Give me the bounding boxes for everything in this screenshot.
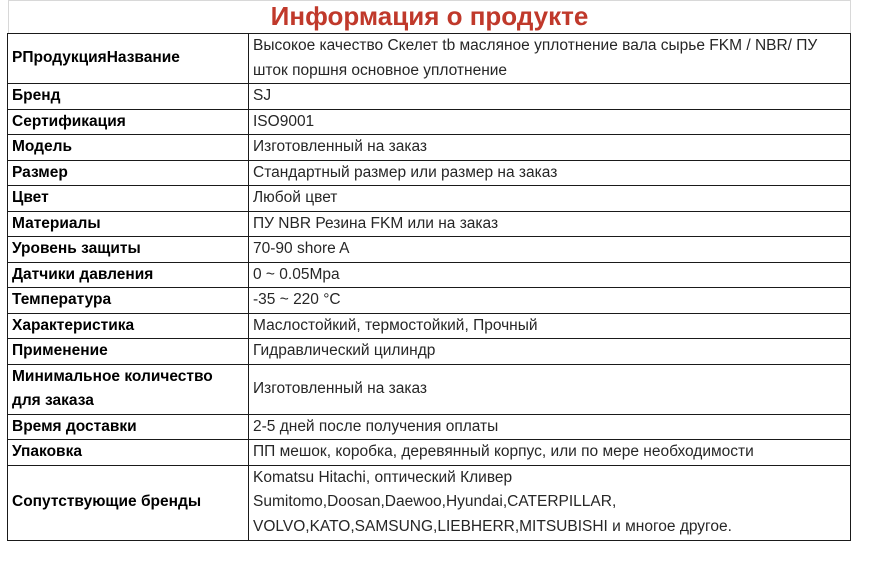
row-label: Уровень защиты	[8, 237, 249, 263]
row-label: Бренд	[8, 84, 249, 110]
row-value	[249, 465, 851, 540]
table-row	[8, 135, 851, 161]
related-brands-line: VOLVO,KATO,SAMSUNG,LIEBHERR,MITSUBISHI и многое другое.	[253, 517, 732, 535]
table-row	[8, 339, 851, 365]
related-brands-line: Komatsu Hitachi, оптический Кливер	[253, 468, 513, 486]
row-value: Маслостойкий, термостойкий, Прочный	[249, 313, 851, 339]
table-row	[8, 109, 851, 135]
table-row	[8, 465, 851, 540]
row-value: -35 ~ 220 °C	[249, 288, 851, 314]
row-label: Цвет	[8, 186, 249, 212]
row-value: ПП мешок, коробка, деревянный корпус, или по мере необходимости	[249, 440, 851, 466]
table-row	[8, 364, 851, 414]
table-row	[8, 262, 851, 288]
row-label: РПродукцияНазвание	[8, 34, 249, 84]
table-row	[8, 211, 851, 237]
table-row	[8, 288, 851, 314]
section-title: Информация о продукте	[8, 0, 851, 33]
row-value: Гидравлический цилиндр	[249, 339, 851, 365]
row-value: Изготовленный на заказ	[249, 364, 851, 414]
row-value: Изготовленный на заказ	[249, 135, 851, 161]
product-info-table	[7, 33, 851, 541]
row-label: Сертификация	[8, 109, 249, 135]
row-value: 2-5 дней после получения оплаты	[249, 414, 851, 440]
row-label: Размер	[8, 160, 249, 186]
row-value: ISO9001	[249, 109, 851, 135]
row-value: 70-90 shore A	[249, 237, 851, 263]
row-value: Любой цвет	[249, 186, 851, 212]
product-info-section	[7, 0, 850, 541]
table-row	[8, 160, 851, 186]
table-row	[8, 186, 851, 212]
row-label: Упаковка	[8, 440, 249, 466]
table-row	[8, 313, 851, 339]
row-value: 0 ~ 0.05Mpa	[249, 262, 851, 288]
row-label: Время доставки	[8, 414, 249, 440]
table-row	[8, 34, 851, 84]
table-row	[8, 440, 851, 466]
table-row	[8, 84, 851, 110]
row-value: Стандартный размер или размер на заказ	[249, 160, 851, 186]
row-label: Датчики давления	[8, 262, 249, 288]
row-label: Материалы	[8, 211, 249, 237]
row-label: Сопутствующие бренды	[8, 465, 249, 540]
related-brands-line: Sumitomo,Doosan,Daewoo,Hyundai,CATERPILLAR,	[253, 493, 617, 511]
row-value: SJ	[249, 84, 851, 110]
row-label: Применение	[8, 339, 249, 365]
row-label: Температура	[8, 288, 249, 314]
table-row	[8, 414, 851, 440]
row-label: Минимальное количество для заказа	[8, 364, 249, 414]
row-label: Модель	[8, 135, 249, 161]
table-row	[8, 237, 851, 263]
row-value: ПУ NBR Резина FKM или на заказ	[249, 211, 851, 237]
row-label: Характеристика	[8, 313, 249, 339]
row-value: Высокое качество Скелет tb масляное уплотнение вала сырье FKM / NBR/ ПУ шток поршня основное уплотнение	[249, 34, 851, 84]
